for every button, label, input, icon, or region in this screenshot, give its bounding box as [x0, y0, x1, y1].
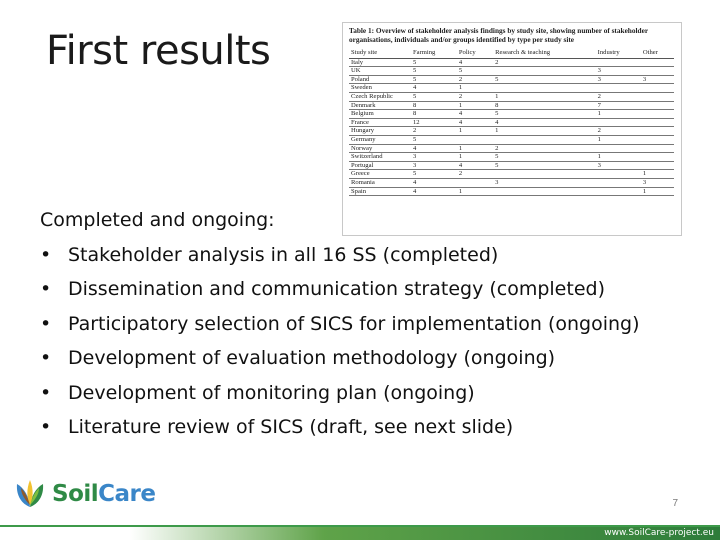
table-header-cell: Study site: [349, 48, 411, 58]
study-site-cell: Czech Republic: [349, 92, 411, 101]
count-cell: 5: [411, 170, 457, 179]
study-site-cell: Romania: [349, 178, 411, 187]
table-header-cell: Other: [641, 48, 674, 58]
count-cell: 1: [457, 84, 493, 93]
study-site-cell: Italy: [349, 58, 411, 67]
count-cell: [457, 135, 493, 144]
study-site-cell: Switzerland: [349, 153, 411, 162]
bullet-marker: •: [40, 381, 52, 404]
count-cell: 4: [457, 58, 493, 67]
count-cell: [493, 187, 596, 196]
count-cell: [641, 92, 674, 101]
study-site-cell: Hungary: [349, 127, 411, 136]
count-cell: [641, 153, 674, 162]
study-site-cell: Spain: [349, 187, 411, 196]
table-body: [349, 58, 674, 196]
study-site-cell: Belgium: [349, 110, 411, 119]
soilcare-logo-icon: [10, 474, 50, 514]
study-site-cell: Germany: [349, 135, 411, 144]
count-cell: 8: [493, 101, 596, 110]
study-site-cell: Norway: [349, 144, 411, 153]
table-row: [349, 67, 674, 76]
count-cell: 1: [457, 187, 493, 196]
count-cell: 3: [411, 153, 457, 162]
count-cell: [596, 144, 641, 153]
count-cell: 2: [493, 58, 596, 67]
count-cell: 3: [641, 75, 674, 84]
count-cell: 3: [596, 75, 641, 84]
count-cell: 2: [596, 127, 641, 136]
study-site-cell: Poland: [349, 75, 411, 84]
count-cell: 5: [411, 92, 457, 101]
count-cell: 8: [411, 101, 457, 110]
count-cell: 1: [596, 135, 641, 144]
count-cell: [457, 178, 493, 187]
count-cell: 1: [641, 187, 674, 196]
stakeholder-table: [349, 48, 674, 196]
table-row: [349, 58, 674, 67]
count-cell: 1: [596, 153, 641, 162]
count-cell: [596, 58, 641, 67]
study-site-cell: UK: [349, 67, 411, 76]
count-cell: 4: [493, 118, 596, 127]
count-cell: [596, 118, 641, 127]
count-cell: 1: [493, 92, 596, 101]
study-site-cell: Sweden: [349, 84, 411, 93]
bullet-text: Participatory selection of SICS for implementation (ongoing): [68, 312, 640, 335]
slide-title: First results: [46, 28, 271, 74]
bullet-marker: •: [40, 312, 52, 335]
bullet-marker: •: [40, 278, 52, 300]
bullet-text: Dissemination and communication strategy (completed): [68, 278, 605, 300]
intro-text: Completed and ongoing:: [40, 209, 275, 231]
count-cell: 5: [493, 161, 596, 170]
count-cell: [641, 161, 674, 170]
count-cell: 1: [457, 127, 493, 136]
count-cell: [641, 118, 674, 127]
count-cell: 4: [411, 144, 457, 153]
bullet-item: [40, 238, 640, 273]
count-cell: 3: [596, 67, 641, 76]
count-cell: 5: [493, 153, 596, 162]
table-row: [349, 92, 674, 101]
bullet-item: [40, 410, 640, 445]
table-header-row: [349, 48, 674, 58]
count-cell: [596, 84, 641, 93]
count-cell: 5: [493, 110, 596, 119]
count-cell: 5: [411, 135, 457, 144]
count-cell: [641, 67, 674, 76]
count-cell: 5: [411, 75, 457, 84]
table-row: [349, 135, 674, 144]
count-cell: [641, 144, 674, 153]
count-cell: 2: [596, 92, 641, 101]
count-cell: 4: [457, 118, 493, 127]
count-cell: [641, 110, 674, 119]
bullet-item: [40, 307, 640, 342]
count-cell: 2: [457, 75, 493, 84]
table-row: [349, 178, 674, 187]
count-cell: 5: [493, 75, 596, 84]
count-cell: 2: [457, 92, 493, 101]
count-cell: [596, 170, 641, 179]
count-cell: 3: [493, 178, 596, 187]
bullet-item: [40, 341, 640, 376]
bullet-item: [40, 272, 640, 307]
bullet-text: Development of evaluation methodology (ongoing): [68, 347, 556, 369]
count-cell: [641, 135, 674, 144]
count-cell: [493, 170, 596, 179]
table-row: [349, 118, 674, 127]
bullet-text: Stakeholder analysis in all 16 SS (completed): [68, 243, 499, 266]
bullet-item: [40, 376, 640, 411]
study-site-cell: Portugal: [349, 161, 411, 170]
bullet-text: Literature review of SICS (draft, see next slide): [68, 416, 514, 438]
count-cell: [641, 127, 674, 136]
table-caption: Table 1: Overview of stakeholder analysis findings by study site, showing number of stakeholder organisations, individuals and/or groups identified by type per study site: [349, 26, 648, 44]
study-site-cell: France: [349, 118, 411, 127]
soilcare-logo: [10, 474, 155, 514]
count-cell: 3: [411, 161, 457, 170]
table-row: [349, 170, 674, 179]
count-cell: 1: [457, 153, 493, 162]
count-cell: 8: [411, 110, 457, 119]
count-cell: 4: [411, 84, 457, 93]
website-url: www.SoilCare-project.eu: [604, 528, 714, 538]
count-cell: 2: [411, 127, 457, 136]
count-cell: 1: [457, 144, 493, 153]
table-header-cell: Research & teaching: [493, 48, 596, 58]
table-row: [349, 144, 674, 153]
table-row: [349, 75, 674, 84]
count-cell: 12: [411, 118, 457, 127]
table-row: [349, 84, 674, 93]
table-row: [349, 153, 674, 162]
count-cell: 2: [457, 170, 493, 179]
count-cell: 3: [641, 178, 674, 187]
table-row: [349, 187, 674, 196]
count-cell: [641, 84, 674, 93]
logo-wordmark: SoilCare: [52, 481, 156, 507]
count-cell: [596, 187, 641, 196]
table-header-cell: Farming: [411, 48, 457, 58]
page-number: 7: [672, 498, 678, 509]
count-cell: 5: [411, 58, 457, 67]
bullet-marker: •: [40, 416, 52, 438]
count-cell: 1: [493, 127, 596, 136]
count-cell: 4: [411, 178, 457, 187]
count-cell: [641, 101, 674, 110]
body-text: [40, 203, 640, 445]
bullet-list: [40, 238, 640, 445]
count-cell: 5: [411, 67, 457, 76]
count-cell: 5: [457, 67, 493, 76]
count-cell: 7: [596, 101, 641, 110]
table-header-cell: Industry: [596, 48, 641, 58]
count-cell: [641, 58, 674, 67]
count-cell: 1: [457, 101, 493, 110]
bullet-text: Development of monitoring plan (ongoing): [68, 381, 475, 404]
count-cell: 4: [457, 161, 493, 170]
table-row: [349, 161, 674, 170]
bullet-marker: •: [40, 347, 52, 369]
count-cell: 4: [411, 187, 457, 196]
table-row: [349, 127, 674, 136]
study-site-cell: Denmark: [349, 101, 411, 110]
count-cell: [596, 178, 641, 187]
study-site-cell: Greece: [349, 170, 411, 179]
count-cell: [493, 135, 596, 144]
count-cell: 1: [641, 170, 674, 179]
count-cell: 2: [493, 144, 596, 153]
table-row: [349, 101, 674, 110]
count-cell: [493, 84, 596, 93]
bullet-marker: •: [40, 243, 52, 266]
count-cell: 4: [457, 110, 493, 119]
count-cell: [493, 67, 596, 76]
table-header-cell: Policy: [457, 48, 493, 58]
count-cell: 3: [596, 161, 641, 170]
table-row: [349, 110, 674, 119]
count-cell: 1: [596, 110, 641, 119]
